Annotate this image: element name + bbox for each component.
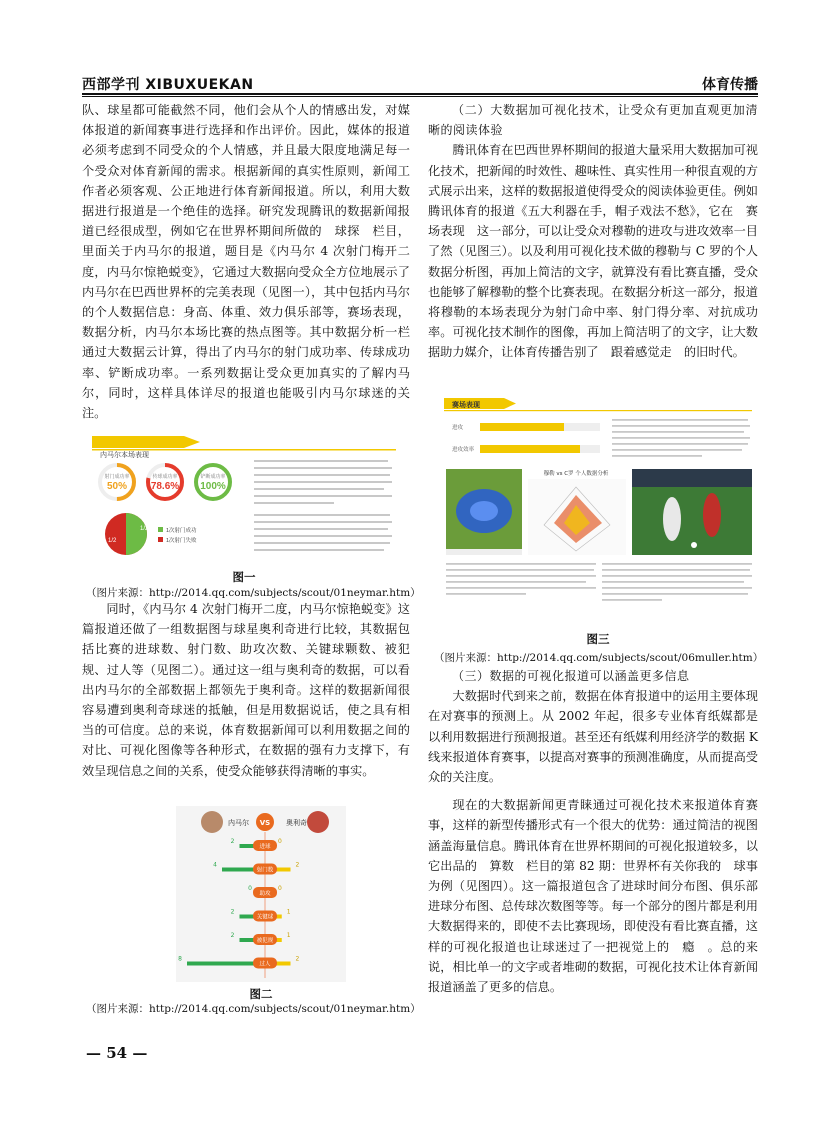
right-column-bottom xyxy=(428,666,771,997)
figure-3 xyxy=(440,395,756,623)
left-column-top xyxy=(82,100,410,423)
vs-label: VS xyxy=(259,819,271,827)
metric-label-助攻: 助攻 xyxy=(259,891,271,897)
gauge-tackle-label: 铲断成功率 xyxy=(200,474,226,480)
gauge-pass-value: 78.6% xyxy=(150,481,180,492)
gauge-pass-label: 传球成功率 xyxy=(152,474,178,480)
header-rule-thin xyxy=(82,96,758,97)
value-right-关键球: 1 xyxy=(286,908,291,916)
figure-2-source: （图片来源：http://2014.qq.com/subjects/scout/01neymar.htm） xyxy=(86,1003,421,1015)
paragraph: 腾讯体育在巴西世界杯期间的报道大量采用大数据加可视化技术，把新闻的时效性、趣味性、真实性用一种很直观的方式展示出来，这样的数据报道使得受众的阅读体验更佳。例如腾讯体育的报道《五大利器在手，帽子戏法不愁》，它在 赛场表现 这一部分，可以让受众对穆勒的进攻与进攻效率一目了然（见图三）。以及利用可视化技术做的穆勒与 C 罗的个人数据分析图，再加上简洁的文字，就算没有看比赛直播，受众也能够了解穆勒的整个比赛表现。在数据分析这一部分，报道将穆勒的本场表现分为射门命中率、射门得分率、对抗成功率。可视化技术制作的图像，再加上简洁明了的文字，让大数据助力媒介，让体育传播告别了 跟着感觉走 的旧时代。 xyxy=(428,143,758,360)
figure-1-caption: 图一 xyxy=(232,570,256,584)
bar-efficiency xyxy=(480,445,580,453)
panel-title-bar xyxy=(92,436,184,448)
figure-1 xyxy=(88,430,400,566)
page-number: — 54 — xyxy=(86,1044,148,1062)
player-left-name: 内马尔 xyxy=(228,819,249,827)
fig3-chart-title: 穆勒 vs C罗 个人数据分析 xyxy=(543,471,609,477)
figure-2-caption: 图二 xyxy=(249,987,273,1001)
paragraph: 大数据时代到来之前，数据在体育报道中的运用主要体现在对赛事的预测上。从 2002 年起，很多专业体育纸媒都是以利用数据进行预测报道。甚至还有纸媒利用经济学的数据 K 线来报道体育赛事，以提高对赛事的预测准确度，从而提高受众的关注度。 xyxy=(428,689,758,785)
metric-label-被犯规: 被犯规 xyxy=(256,938,274,944)
pie-legend-miss: 1次射门失败 xyxy=(166,538,197,544)
metric-label-过人: 过人 xyxy=(259,961,271,968)
right-column-top xyxy=(428,100,758,363)
figure-2-graphic xyxy=(176,806,346,982)
player-right-name: 奥利奇 xyxy=(286,819,307,827)
bar-label-efficiency: 进攻效率 xyxy=(452,447,475,453)
header-rule xyxy=(82,93,758,95)
figure-3-source: （图片来源：http://2014.qq.com/subjects/scout/06muller.htm） xyxy=(434,652,764,664)
gauge-shot-label: 射门成功率 xyxy=(104,474,130,480)
figure-1-source: （图片来源：http://2014.qq.com/subjects/scout/01neymar.htm） xyxy=(86,587,421,599)
gauge-tackle-value: 100% xyxy=(200,481,226,492)
value-left-进球: 2 xyxy=(230,838,235,845)
value-left-过人: 8 xyxy=(178,955,182,963)
gauge-shot-value: 50% xyxy=(106,481,128,492)
avatar-neymar xyxy=(201,811,223,833)
value-right-射门数: 2 xyxy=(295,861,300,869)
paragraph: 同时，《内马尔 4 次射门梅开二度，内马尔惊艳蜕变》这篇报道还做了一组数据图与球星奥利奇进行比较，其数据包括比赛的进球数、射门数、助攻次数、关键球颗数、被犯规、过人等（见图二）。通过这一组与奥利奇的数据，可以看出内马尔的全部数据上都领先于奥利奇。这样的数据新闻很容易遭到奥利奇球迷的抵触，但是用数据说话，使之具有相当的可信度。总的来说，体育数据新闻可以利用数据之间的对比、可视化图像等各种形式，在数据的强有力支撑下，有效呈现信息之间的关系，使受众能够获得清晰的事实。 xyxy=(82,602,410,778)
figure-3-graphic xyxy=(440,395,756,623)
metric-label-进球: 进球 xyxy=(259,844,271,850)
value-left-被犯规: 2 xyxy=(230,932,235,939)
running-header xyxy=(82,74,758,94)
value-right-助攻: 0 xyxy=(278,885,282,892)
fig3-panel-title: 赛场表现 xyxy=(452,401,480,409)
value-right-进球: 0 xyxy=(278,838,282,845)
section-name: 体育传播 xyxy=(702,77,758,93)
pie-label-a: 1/2 xyxy=(140,526,149,532)
value-left-助攻: 0 xyxy=(248,885,252,892)
section-heading-2: （二）大数据加可视化技术，让受众有更加直观更加清晰的阅读体验 xyxy=(428,103,758,138)
paragraph: 现在的大数据新闻更青睐通过可视化技术来报道体育赛事，这样的新型传播形式有一个很大的优势：通过简洁的视图涵盖海量信息。腾讯体育在世界杯期间的可视化报道较多，以它出品的 算数 栏目的第 82 期：世界杯有关你我的 球事 为例（见图四）。这一篇报道包含了进球时间分布图、俱乐部进球分布图、总传球次数图等等。每一个部分的图片都是利用大数据得来的，即使不去比赛现场，即使没有看比赛直播，这样的可视化报道也让球迷过了一把视觉上的 瘾 。总的来说，相比单一的文字或者堆砌的数据，可视化技术让体育新闻报道涵盖了更多的信息。 xyxy=(428,798,771,995)
value-left-射门数: 4 xyxy=(213,861,217,869)
value-right-过人: 2 xyxy=(295,955,300,963)
fig1-subtitle: 内马尔本场表现 xyxy=(100,452,149,459)
section-heading-3: （三）数据的可视化报道可以涵盖更多信息 xyxy=(452,669,690,683)
paragraph: 队、球星都可能截然不同，他们会从个人的情感出发，对媒体报道的新闻赛事进行选择和作出评价。因此，媒体的报道必须考虑到不同受众的个人情感，并且最大限度地满足每一个受众对体育新闻的需求。根据新闻的真实性原则，新闻工作者必须客观、公正地进行体育新闻报道。所以，利用大数据进行报道是一个绝佳的选择。研究发现腾讯的数据新闻报道已经很成型，例如它在世界杯期间所做的 球探 栏目，里面关于内马尔的报道，题目是《内马尔 4 次射门梅开二度，内马尔惊艳蜕变》，它通过大数据向受众全方位地展示了内马尔在巴西世界杯的完美表现（见图一），其中包括内马尔的个人数据信息：身高、体重、效力俱乐部等，赛场表现，数据分析，内马尔本场比赛的热点图等。其中数据分析一栏通过大数据云计算，得出了内马尔的射门成功率、传球成功率、铲断成功率。一系列数据让受众更加真实的了解内马尔，同时，这样具体详尽的报道也能吸引内马尔球迷的关注。 xyxy=(82,103,410,421)
bar-left-过人 xyxy=(187,962,257,966)
value-left-关键球: 2 xyxy=(230,908,235,916)
value-right-被犯规: 1 xyxy=(286,932,291,939)
figure-1-graphic xyxy=(88,430,400,566)
avatar-olic xyxy=(307,811,329,833)
pie-label-b: 1/2 xyxy=(108,538,117,544)
journal-name: 西部学刊 XIBUXUEKAN xyxy=(82,77,254,93)
bar-attack xyxy=(480,423,564,431)
bar-left-射门数 xyxy=(222,868,257,872)
figure-3-caption: 图三 xyxy=(586,632,610,646)
metric-label-关键球: 关键球 xyxy=(256,914,274,921)
bar-label-attack: 进攻 xyxy=(452,425,464,431)
metric-label-射门数: 射门数 xyxy=(256,867,274,874)
pie-legend-success: 1次射门成功 xyxy=(166,528,197,534)
figure-2 xyxy=(176,806,346,982)
left-column-mid xyxy=(82,599,410,781)
